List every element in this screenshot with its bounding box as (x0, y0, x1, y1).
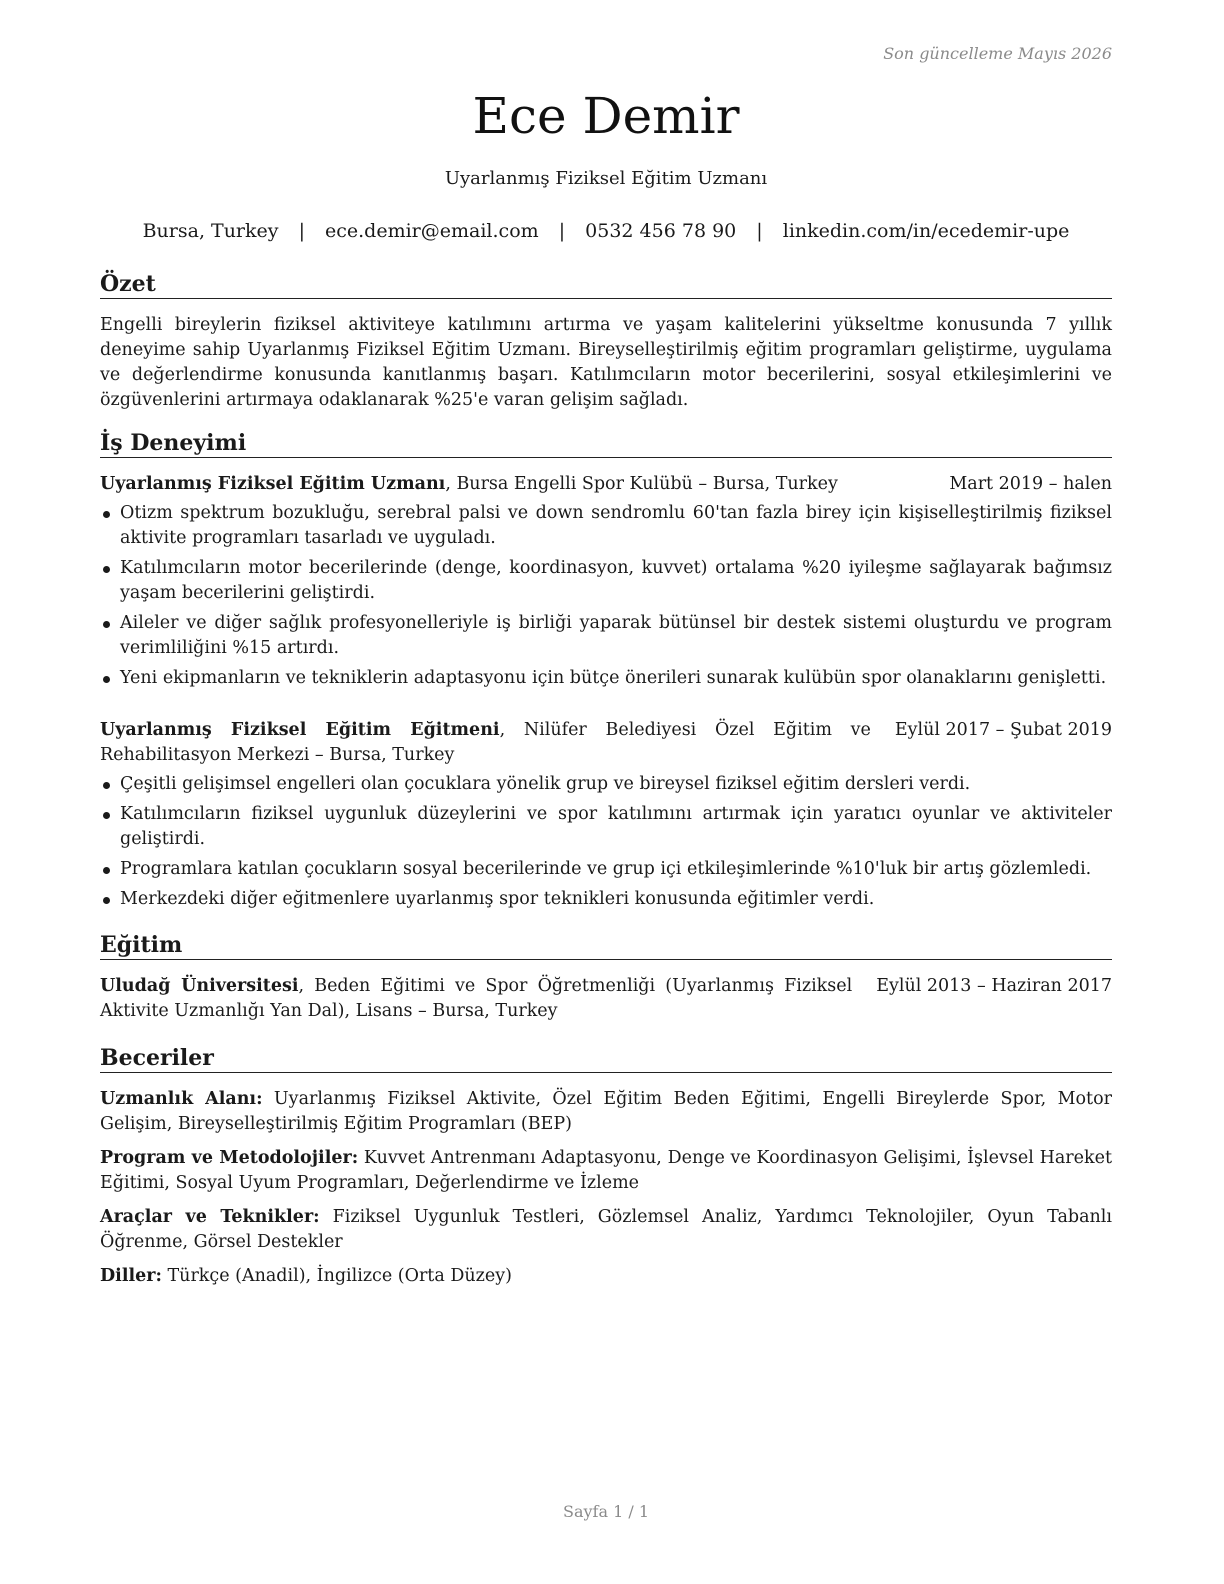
job-bullet: Merkezdeki diğer eğitmenlere uyarlanmış spor teknikleri konusunda eğitimler verdi. (100, 887, 1112, 912)
summary-section (100, 270, 1112, 413)
job-dates: Eylül 2017 – Şubat 2019 (894, 720, 1112, 740)
job-bullet: Katılımcıların motor becerilerinde (denge, koordinasyon, kuvvet) ortalama %20 iyileşme sağlayarak bağımsız yaşam becerilerini geliştirdi. (100, 556, 1112, 606)
skill-row (100, 1087, 1112, 1137)
skill-value: Fiziksel Uygunluk Testleri, Gözlemsel Analiz, Yardımcı Teknolojiler, Oyun Tabanlı Öğrenme, Görsel Destekler (100, 1207, 1112, 1252)
skill-value: Kuvvet Antrenmanı Adaptasyonu, Denge ve Koordinasyon Gelişimi, İşlevsel Hareket Eğitimi, Sosyal Uyum Programları, Değerlendirme ve İzleme (100, 1148, 1112, 1193)
skill-row (100, 1205, 1112, 1255)
education-school: Uludağ Üniversitesi (100, 976, 299, 996)
job-role: Uyarlanmış Fiziksel Eğitim Uzmanı (100, 474, 446, 494)
education-line (100, 974, 876, 1024)
education-entry (100, 974, 1112, 1024)
job-title-line (100, 718, 895, 768)
skill-value: Türkçe (Anadil), İngilizce (Orta Düzey) (161, 1266, 512, 1286)
job-bullet: Katılımcıların fiziksel uygunluk düzeylerini ve spor katılımını artırmak için yaratıcı oyunlar ve aktiviteler geliştirdi. (100, 802, 1112, 852)
section-heading-summary: Özet (100, 270, 1112, 299)
job-bullet: Aileler ve diğer sağlık profesyonelleriyle iş birliği yaparak bütünsel bir destek sistemi oluşturdu ve program verimliliğini %15 artırdı. (100, 611, 1112, 661)
section-heading-skills: Beceriler (100, 1044, 1112, 1073)
job-org: , Bursa Engelli Spor Kulübü – Bursa, Turkey (445, 474, 838, 494)
contact-line (100, 219, 1112, 243)
job-bullets (100, 772, 1112, 912)
skill-row (100, 1146, 1112, 1196)
job-org: , Nilüfer Belediyesi Özel Eğitim ve Rehabilitasyon Merkezi – Bursa, Turkey (100, 720, 871, 765)
education-dates: Eylül 2013 – Haziran 2017 (876, 976, 1112, 996)
contact-separator: | (558, 220, 566, 242)
job-bullet: Otizm spektrum bozukluğu, serebral palsi ve down sendromlu 60'tan fazla birey için kişiselleştirilmiş fiziksel aktivite programları tasarladı ve uyguladı. (100, 501, 1112, 551)
job-entry (100, 472, 1112, 691)
section-heading-experience: İş Deneyimi (100, 429, 1112, 458)
education-section (100, 931, 1112, 1024)
contact-separator: | (756, 220, 763, 242)
resume-content (100, 270, 1112, 1298)
job-title-line (100, 472, 949, 497)
contact-separator: | (298, 220, 305, 242)
contact-email[interactable]: ece.demir@email.com (325, 220, 539, 242)
page-number: Sayfa 1 / 1 (562, 1502, 649, 1521)
skill-row (100, 1264, 1112, 1289)
resume-page (100, 0, 1112, 1584)
job-header (100, 718, 1112, 768)
skill-value: Uyarlanmış Fiziksel Aktivite, Özel Eğitim Beden Eğitimi, Engelli Bireylerde Spor, Motor Gelişim, Bireyselleştirilmiş Eğitim Programları (BEP) (100, 1089, 1112, 1134)
job-dates: Mart 2019 – halen (949, 474, 1112, 494)
job-bullet: Programlara katılan çocukların sosyal becerilerinde ve grup içi etkileşimlerinde %10'luk bir artış gözlemledi. (100, 857, 1112, 882)
contact-location: Bursa, Turkey (142, 220, 279, 242)
job-header (100, 472, 1112, 497)
skill-label: Araçlar ve Teknikler: (100, 1207, 320, 1227)
contact-phone[interactable]: 0532 456 78 90 (585, 220, 737, 242)
summary-text: Engelli bireylerin fiziksel aktiviteye katılımını artırma ve yaşam kalitelerini yükseltme konusunda 7 yıllık deneyime sahip Uyarlanmış Fiziksel Eğitim Uzmanı. Bireyselleştirilmiş eğitim programları geliştirme, uygulama ve değerlendirme konusunda kanıtlanmış başarı. Katılımcıların motor becerilerini, sosyal etkileşimlerini ve özgüvenlerini artırmaya odaklanarak %25'e varan gelişim sağladı. (100, 315, 1112, 410)
job-bullet: Çeşitli gelişimsel engelleri olan çocuklara yönelik grup ve bireysel fiziksel eğitim dersleri verdi. (100, 772, 1112, 797)
job-role: Uyarlanmış Fiziksel Eğitim Eğitmeni (100, 720, 500, 740)
job-bullets (100, 501, 1112, 691)
skill-label: Program ve Metodolojiler: (100, 1148, 359, 1168)
candidate-name: Ece Demir (472, 87, 740, 145)
skill-label: Diller: (100, 1266, 162, 1286)
last-updated: Son güncelleme Mayıs 2026 (883, 44, 1112, 63)
contact-linkedin[interactable]: linkedin.com/in/ecedemir-upe (782, 220, 1070, 242)
candidate-title: Uyarlanmış Fiziksel Eğitim Uzmanı (444, 168, 768, 189)
experience-section (100, 429, 1112, 912)
job-entry (100, 718, 1112, 912)
job-bullet: Yeni ekipmanların ve tekniklerin adaptasyonu için bütçe önerileri sunarak kulübün spor olanaklarını genişletti. (100, 666, 1112, 691)
section-heading-education: Eğitim (100, 931, 1112, 960)
skills-section (100, 1044, 1112, 1289)
skill-label: Uzmanlık Alanı: (100, 1089, 263, 1109)
education-detail: , Beden Eğitimi ve Spor Öğretmenliği (Uyarlanmış Fiziksel Aktivite Uzmanlığı Yan Dal), Lisans – Bursa, Turkey (100, 976, 853, 1021)
